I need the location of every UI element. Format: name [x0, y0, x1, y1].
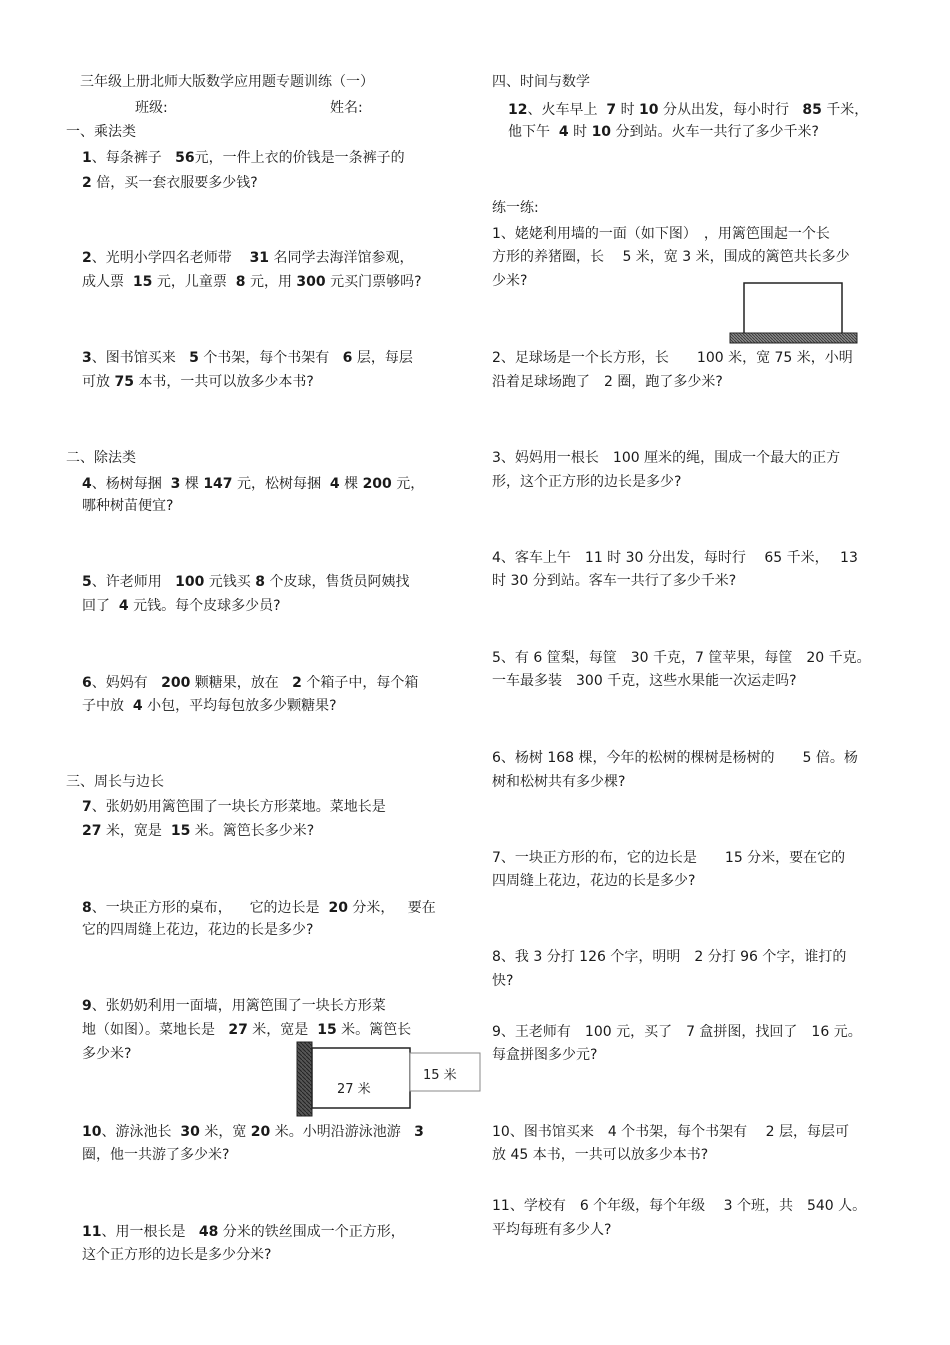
practice-2-line-2: 沿着足球场跑了 2 圈，跑了多少米?: [492, 374, 723, 390]
question-6-line-2: 子中放 4 小包，平均每包放多少颗糖果?: [82, 698, 337, 714]
section-perimeter: 三、周长与边长: [66, 774, 164, 790]
question-12: 12、火车早上 7 时 10 分从出发，每小时行 85 千米，: [508, 102, 869, 118]
question-4: 4、杨树每捆 3 棵 147 元，松树每捆 4 棵 200 元，: [82, 476, 425, 492]
practice-1-line-2: 方形的养猪圈，长 5 米，宽 3 米，围成的篱笆共长多少: [492, 249, 850, 265]
garden-rectangle: [312, 1048, 410, 1108]
practice-10-line-2: 放 45 本书，一共可以放多少本书?: [492, 1147, 709, 1163]
vegetable-garden-figure: [290, 1036, 490, 1120]
question-10: 10、游泳池长 30 米，宽 20 米。小明沿游泳池游 3: [82, 1124, 424, 1140]
question-1: 1、每条裤子 56元，一件上衣的价钱是一条裤子的: [82, 150, 405, 166]
practice-4-line-2: 时 30 分到站。客车一共行了多少千米?: [492, 573, 737, 589]
wall: [297, 1042, 312, 1116]
practice-11-line-2: 平均每班有多少人?: [492, 1222, 612, 1238]
question-4-line-2: 哪种树苗便宜?: [82, 498, 174, 514]
length-label: 27 米: [337, 1082, 371, 1097]
pigpen-figure: [728, 280, 860, 346]
question-9: 9、张奶奶利用一面墙，用篱笆围了一块长方形菜: [82, 998, 386, 1014]
question-12-line-2: 他下午 4 时 10 分到站。火车一共行了多少千米?: [508, 124, 819, 140]
question-2: 2、光明小学四名老师带 31 名同学去海洋馆参观，: [82, 250, 414, 266]
question-11: 11、用一根长是 48 分米的铁丝围成一个正方形，: [82, 1224, 405, 1240]
practice-10: 10、图书馆买来 4 个书架，每个书架有 2 层，每层可: [492, 1124, 849, 1140]
page-title: 三年级上册北师大版数学应用题专题训练（一）: [80, 74, 374, 90]
question-6: 6、妈妈有 200 颗糖果，放在 2 个箱子中，每个箱: [82, 675, 419, 691]
question-5: 5、许老师用 100 元钱买 8 个皮球，售货员阿姨找: [82, 574, 410, 590]
question-5-line-2: 回了 4 元钱。每个皮球多少员?: [82, 598, 281, 614]
practice-heading: 练一练:: [492, 200, 539, 216]
practice-5: 5、有 6 筐梨，每筐 30 千克，7 筐苹果，每筐 20 千克。: [492, 650, 871, 666]
practice-9: 9、王老师有 100 元，买了 7 盒拼图，找回了 16 元。: [492, 1024, 862, 1040]
practice-3-line-2: 形，这个正方形的边长是多少?: [492, 474, 682, 490]
practice-4: 4、客车上午 11 时 30 分出发，每时行 65 千米， 13: [492, 550, 858, 566]
name-label: 姓名:: [330, 100, 363, 116]
question-1-line-2: 2 倍，买一套衣服要多少钱?: [82, 175, 258, 191]
section-time: 四、时间与数学: [492, 74, 590, 90]
practice-8: 8、我 3 分打 126 个字，明明 2 分打 96 个字，谁打的: [492, 949, 847, 965]
section-multiplication: 一、乘法类: [66, 124, 136, 140]
practice-8-line-2: 快?: [492, 973, 514, 989]
wall: [730, 333, 857, 343]
question-9-line-3: 多少米?: [82, 1046, 132, 1062]
practice-5-line-2: 一车最多装 300 千克，这些水果能一次运走吗?: [492, 673, 797, 689]
class-label: 班级:: [135, 100, 168, 116]
width-label: 15 米: [423, 1068, 457, 1083]
question-10-line-2: 圈，他一共游了多少米?: [82, 1147, 230, 1163]
practice-1-line-3: 少米?: [492, 273, 528, 289]
question-7: 7、张奶奶用篱笆围了一块长方形菜地。菜地长是: [82, 799, 386, 815]
practice-7-line-2: 四周缝上花边，花边的长是多少?: [492, 873, 696, 889]
question-8-line-2: 它的四周缝上花边，花边的长是多少?: [82, 922, 314, 938]
section-division: 二、除法类: [66, 450, 136, 466]
practice-7: 7、一块正方形的布，它的边长是 15 分米，要在它的: [492, 850, 846, 866]
question-8: 8、一块正方形的桌布， 它的边长是 20 分米， 要在: [82, 900, 436, 916]
question-3: 3、图书馆买来 5 个书架，每个书架有 6 层，每层: [82, 350, 413, 366]
question-7-line-2: 27 米，宽是 15 米。篱笆长多少米?: [82, 823, 315, 839]
question-3-line-2: 可放 75 本书，一共可以放多少本书?: [82, 374, 314, 390]
practice-9-line-2: 每盒拼图多少元?: [492, 1047, 598, 1063]
question-9-line-2: 地（如图）。菜地长是 27 米，宽是 15 米。篱笆长: [82, 1022, 412, 1038]
pigpen-rectangle: [744, 283, 842, 335]
practice-1: 1、姥姥利用墙的一面（如下图） ，用篱笆围起一个长: [492, 226, 830, 242]
practice-2: 2、足球场是一个长方形，长 100 米，宽 75 米，小明: [492, 350, 853, 366]
practice-6: 6、杨树 168 棵，今年的松树的棵树是杨树的 5 倍。杨: [492, 750, 858, 766]
practice-6-line-2: 树和松树共有多少棵?: [492, 774, 626, 790]
question-11-line-2: 这个正方形的边长是多少分米?: [82, 1247, 272, 1263]
practice-11: 11、学校有 6 个年级，每个年级 3 个班，共 540 人。: [492, 1198, 867, 1214]
question-2-line-2: 成人票 15 元，儿童票 8 元，用 300 元买门票够吗?: [82, 274, 422, 290]
practice-3: 3、妈妈用一根长 100 厘米的绳，围成一个最大的正方: [492, 450, 841, 466]
